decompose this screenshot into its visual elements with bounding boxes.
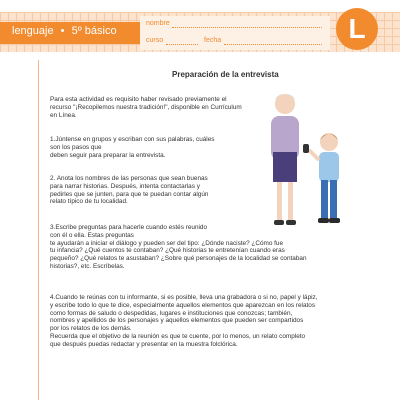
text-line: son los pasos que [50, 143, 102, 151]
course-field[interactable] [166, 44, 198, 45]
child-arm [309, 150, 319, 160]
date-label: fecha [204, 37, 222, 44]
grade-label: 5º básico [71, 25, 117, 37]
child-leg [330, 180, 337, 220]
child-shoe [318, 218, 329, 223]
subject-name: lenguaje [12, 25, 54, 37]
text-line: 4.Cuando te reúnas con tu informante, si es posible, lleva una grabadora o si no, papel y lápiz, [50, 294, 318, 301]
microphone-icon [303, 144, 309, 153]
interview-illustration [255, 90, 355, 230]
text-line: pequeño? ¿Qué relatos te asustaban? ¿Sobre qué personajes de la localidad se contaban [50, 255, 307, 263]
subject-letter-badge [336, 8, 378, 50]
text-line: nombres y apellidos de los personajes y aquellos elementos que pueden ser compartidos [50, 317, 304, 325]
margin-rule [38, 60, 39, 400]
text-line: Para esta actividad es requisito haber revisado previamente el [50, 96, 227, 103]
step-3-paragraph [50, 224, 370, 271]
badge-letter: L [348, 13, 366, 44]
text-line: pedirles que se junten, para que te puedan contar algún [50, 190, 209, 198]
text-line: que después puedas redactar y presentar en la muestra folclórica. [50, 340, 238, 348]
step-1-paragraph [50, 136, 250, 159]
child-shoe [329, 218, 340, 223]
worksheet-header [0, 0, 400, 60]
child-figure [303, 133, 340, 223]
grandmother-head [275, 94, 295, 114]
text-line: historias?, etc. Escríbelas. [50, 262, 125, 270]
grandmother-skirt [273, 152, 297, 182]
date-field[interactable] [224, 44, 322, 45]
course-label: curso [146, 37, 164, 44]
intro-paragraph [50, 96, 250, 119]
grandmother-leg [288, 182, 293, 222]
text-line: deben seguir para preparar la entrevista. [50, 151, 166, 159]
name-field[interactable] [172, 27, 322, 28]
text-line: tu infancia? ¿Qué cuentos te contaban? ¿Qué historias te entretenían cuando eras [50, 247, 285, 255]
text-line: con él o ella. Estas preguntas [50, 231, 134, 239]
text-line: en Línea. [50, 111, 77, 119]
grandmother-leg [277, 182, 282, 222]
grandmother-figure [271, 94, 299, 225]
text-line: 1.Júntense en grupos y escriban con sus palabras, cuáles [50, 136, 215, 143]
text-line: recurso "¡Recopilemos nuestra tradición!", disponible en Currículum [50, 103, 242, 111]
text-line: por los relatos de los demás. [50, 325, 132, 333]
child-leg [321, 180, 328, 220]
text-line: relato típico de tu localidad. [50, 198, 128, 206]
child-shirt [319, 152, 339, 182]
text-line: y escribe todo lo que te dice, especialmente aquellos elementos que aparezcan en los relatos [50, 301, 316, 309]
step-4-paragraph [50, 294, 380, 349]
text-line: como formas de saludo o despedidas, lugares e instituciones que conozcas; también, [50, 309, 293, 317]
text-line: Recuerda que el objetivo de la reunión es que te cuente, por lo menos, un relato completo [50, 332, 306, 340]
page-title: Preparación de la entrevista [172, 70, 279, 79]
subject-label [12, 25, 117, 37]
grandmother-shoe [274, 220, 284, 225]
name-label: nombre [146, 20, 170, 27]
text-line: 3.Escribe preguntas para hacerle cuando estés reunido [50, 224, 208, 231]
step-2-paragraph [50, 175, 250, 206]
text-line: para narrar historias. Después, intenta contactarlas y [50, 182, 200, 190]
grandmother-shoe [286, 220, 296, 225]
child-head [320, 133, 338, 151]
subject-separator: • [60, 25, 65, 37]
text-line: te ayudarán a iniciar el diálogo y pueden ser del tipo: ¿Dónde naciste? ¿Cómo fue [50, 239, 284, 247]
text-line: 2. Anota los nombres de las personas que sean buenas [50, 175, 208, 182]
